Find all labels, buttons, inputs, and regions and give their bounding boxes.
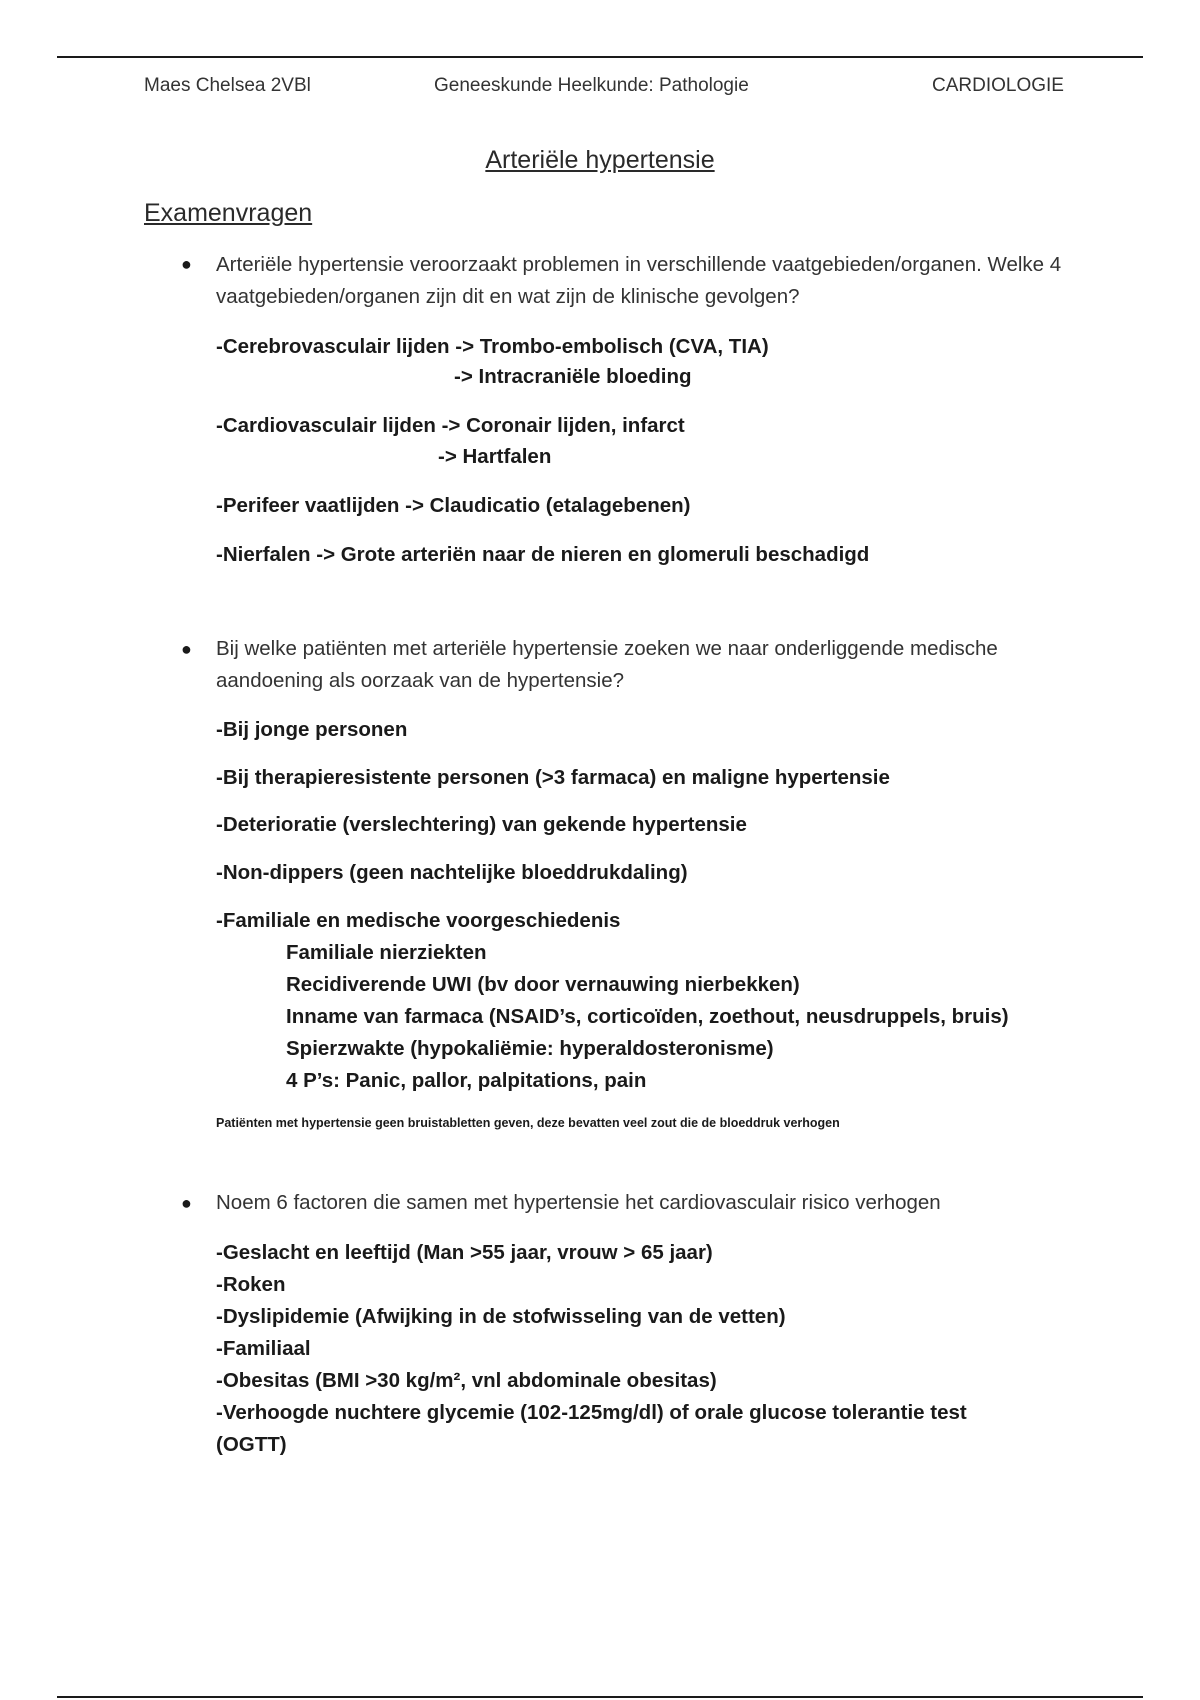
answer-line: -Bij therapieresistente personen (>3 farmaca) en maligne hypertensie	[216, 766, 890, 789]
bullet-icon: ●	[181, 639, 192, 659]
answer-line: -Bij jonge personen	[216, 718, 408, 741]
sub-answer-line: 4 P’s: Panic, pallor, palpitations, pain	[286, 1069, 647, 1092]
bullet-icon: ●	[181, 1193, 192, 1213]
footnote: Patiënten met hypertensie geen bruistabletten geven, deze bevatten veel zout die de bloeddruk verhogen	[216, 1116, 840, 1130]
bottom-rule	[57, 1696, 1143, 1698]
answer-line: -Obesitas (BMI >30 kg/m², vnl abdominale obesitas)	[216, 1369, 717, 1392]
answer-line: (OGTT)	[216, 1433, 287, 1456]
answer-line: -Non-dippers (geen nachtelijke bloeddrukdaling)	[216, 861, 688, 884]
header-author: Maes Chelsea 2VBl	[144, 75, 311, 96]
answer-line: -Nierfalen -> Grote arteriën naar de nieren en glomeruli beschadigd	[216, 543, 870, 566]
answer-line: -> Intracraniële bloeding	[454, 365, 692, 388]
top-rule	[57, 56, 1143, 58]
answer-line: -Cardiovasculair lijden -> Coronair lijden, infarct	[216, 414, 685, 437]
answer-line: -Familiale en medische voorgeschiedenis	[216, 909, 621, 932]
section-title: Examenvragen	[144, 199, 313, 227]
answer-line: -Deterioratie (verslechtering) van gekende hypertensie	[216, 813, 747, 836]
question-text: Noem 6 factoren die samen met hypertensie het cardiovasculair risico verhogen	[216, 1191, 941, 1214]
answer-line: -Dyslipidemie (Afwijking in de stofwisseling van de vetten)	[216, 1305, 786, 1328]
sub-answer-line: Recidiverende UWI (bv door vernauwing nierbekken)	[286, 973, 800, 996]
page-title: Arteriële hypertensie	[485, 146, 715, 174]
bullet-icon: ●	[181, 254, 192, 274]
sub-answer-line: Spierzwakte (hypokaliëmie: hyperaldosteronisme)	[286, 1037, 774, 1060]
header-topic: CARDIOLOGIE	[932, 75, 1064, 96]
question-text: Bij welke patiënten met arteriële hypertensie zoeken we naar onderliggende medische aandoening als oorzaak van de hypertensie?	[216, 637, 998, 692]
answer-line: -Familiaal	[216, 1337, 311, 1360]
question-text: Arteriële hypertensie veroorzaakt problemen in verschillende vaatgebieden/organen. Welke 4 vaatgebieden/organen zijn dit en wat zijn de klinische gevolgen?	[216, 253, 1062, 308]
answer-line: -Roken	[216, 1273, 286, 1296]
answer-line: -Cerebrovasculair lijden -> Trombo-embolisch (CVA, TIA)	[216, 335, 769, 358]
answer-line: -Verhoogde nuchtere glycemie (102-125mg/dl) of orale glucose tolerantie test	[216, 1401, 967, 1424]
sub-answer-line: Familiale nierziekten	[286, 941, 487, 964]
answer-line: -> Hartfalen	[438, 445, 552, 468]
sub-answer-line: Inname van farmaca (NSAID’s, corticoïden, zoethout, neusdruppels, bruis)	[286, 1005, 1009, 1028]
header-course: Geneeskunde Heelkunde: Pathologie	[434, 75, 749, 96]
answer-line: -Geslacht en leeftijd (Man >55 jaar, vrouw > 65 jaar)	[216, 1241, 713, 1264]
answer-line: -Perifeer vaatlijden -> Claudicatio (etalagebenen)	[216, 494, 691, 517]
